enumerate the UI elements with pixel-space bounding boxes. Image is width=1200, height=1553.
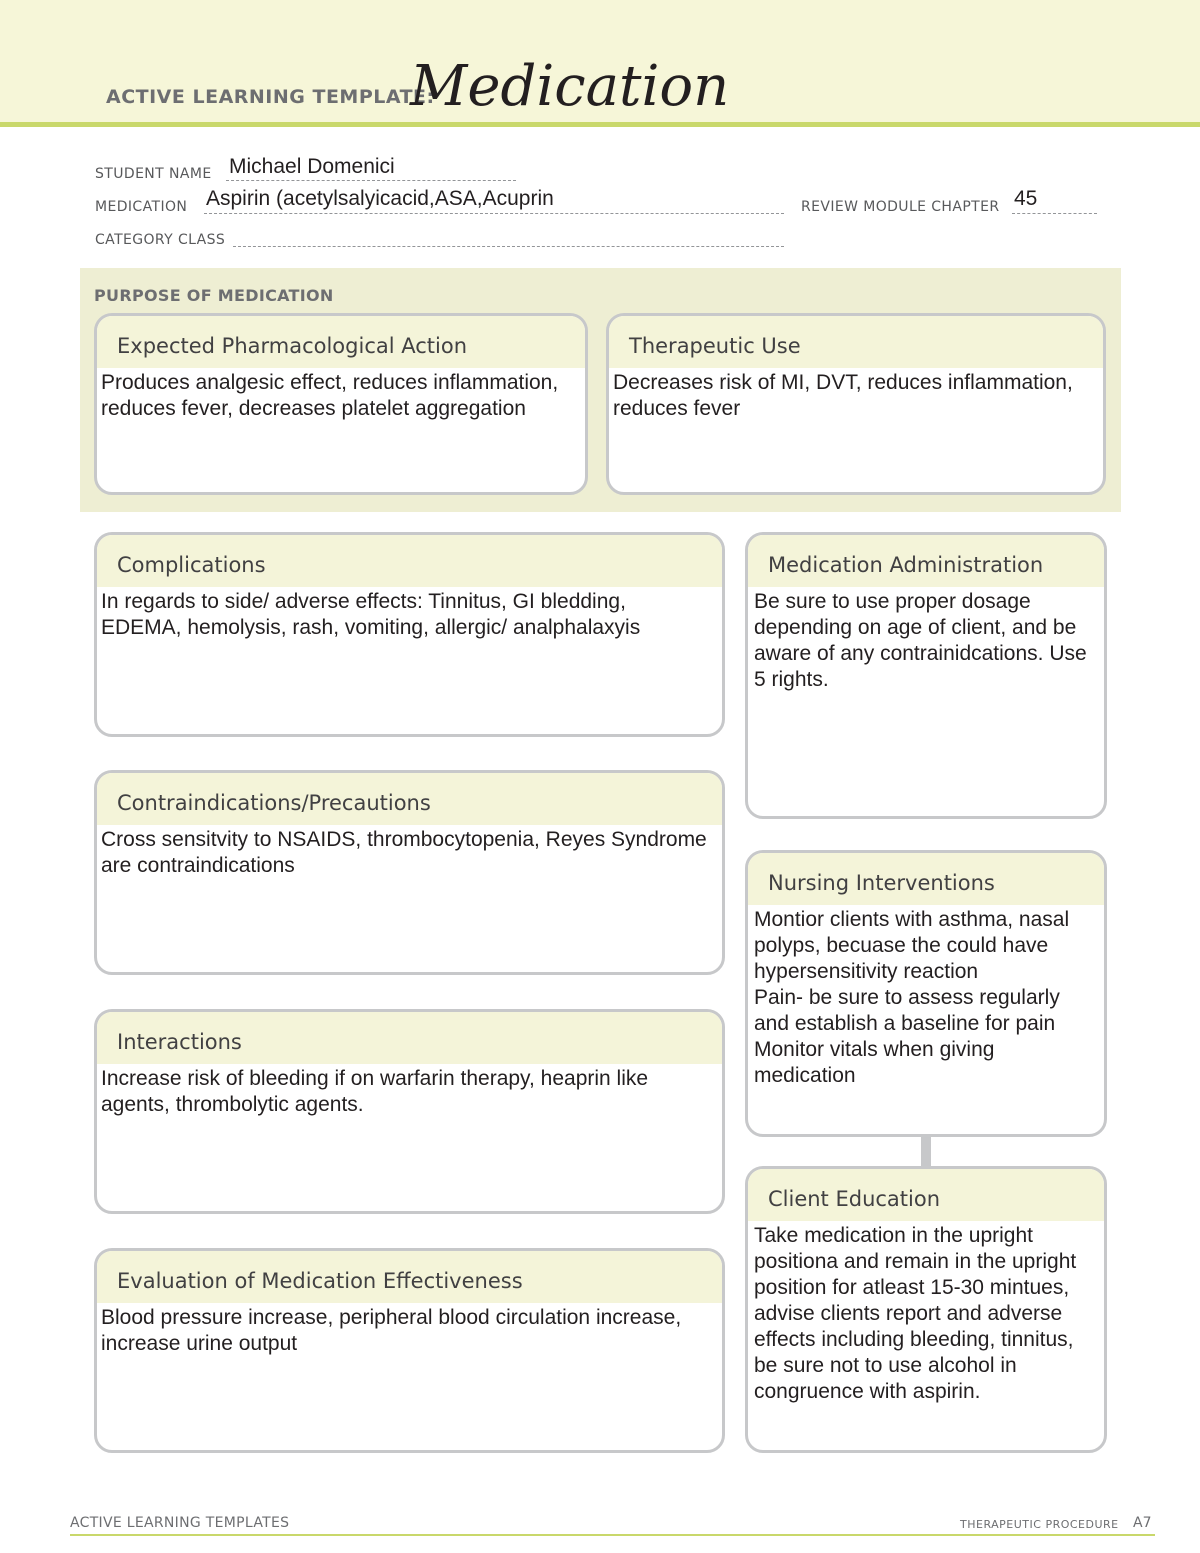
medication-label: MEDICATION — [95, 199, 188, 215]
nursing-interventions-box — [745, 850, 1107, 1137]
therapeutic-use-box — [606, 313, 1106, 495]
page-title: Medication — [410, 54, 730, 119]
interactions-text[interactable]: Increase risk of bleeding if on warfarin therapy, heaprin like agents, thrombolytic agents. — [101, 1067, 649, 1116]
medication-line — [204, 213, 784, 214]
complications-text[interactable]: In regards to side/ adverse effects: Tinnitus, GI bledding, EDEMA, hemolysis, rash, vomiting, allergic/ analphalaxyis — [101, 590, 641, 639]
review-module-line — [1012, 213, 1097, 214]
student-name-line — [226, 180, 516, 181]
client-education-text[interactable]: Take medication in the upright positiona and remain in the upright position for atleast 15-30 mintues, advise clients report and adverse effects including bleeding, tinnitus, be sure not to use alcohol in congruence with aspirin. — [754, 1224, 1077, 1403]
interactions-title: Interactions — [97, 1012, 722, 1064]
category-class-label: CATEGORY CLASS — [95, 232, 226, 248]
complications-title: Complications — [97, 535, 722, 587]
contraindications-title: Contraindications/Precautions — [97, 773, 722, 825]
nursing-interventions-text[interactable]: Montior clients with asthma, nasal polyps, becuase the could have hypersensitivity reaction Pain- be sure to assess regularly and establish a baseline for pain Monitor vitals when giving medication — [754, 908, 1070, 1087]
review-module-label: REVIEW MODULE CHAPTER — [801, 199, 1000, 215]
category-class-line — [233, 246, 784, 247]
therapeutic-use-title: Therapeutic Use — [609, 316, 1103, 368]
expected-action-text[interactable]: Produces analgesic effect, reduces inflammation, reduces fever, decreases platelet aggregation — [101, 371, 559, 420]
purpose-label: PURPOSE OF MEDICATION — [94, 286, 334, 305]
box-connector — [921, 1134, 931, 1167]
contraindications-text[interactable]: Cross sensitvity to NSAIDS, thrombocytopenia, Reyes Syndrome are contraindications — [101, 828, 707, 877]
page-number: A7 — [1133, 1515, 1152, 1531]
nursing-interventions-title: Nursing Interventions — [748, 853, 1104, 905]
medication-field[interactable]: Aspirin (acetylsalyicacid,ASA,Acuprin — [206, 187, 554, 210]
medication-administration-text[interactable]: Be sure to use proper dosage depending on age of client, and be aware of any contrainidcations. Use 5 rights. — [754, 590, 1087, 691]
template-label: ACTIVE LEARNING TEMPLATE: — [106, 86, 435, 108]
medication-administration-title: Medication Administration — [748, 535, 1104, 587]
footer-left-text: ACTIVE LEARNING TEMPLATES — [70, 1515, 290, 1531]
review-module-field[interactable]: 45 — [1014, 187, 1038, 210]
complications-box — [94, 532, 725, 737]
header-divider — [0, 122, 1200, 127]
expected-action-box — [94, 313, 588, 495]
footer-right-text: THERAPEUTIC PROCEDURE — [960, 1518, 1119, 1531]
evaluation-box — [94, 1248, 725, 1453]
client-education-box — [745, 1166, 1107, 1453]
evaluation-text[interactable]: Blood pressure increase, peripheral blood circulation increase, increase urine output — [101, 1306, 682, 1355]
evaluation-title: Evaluation of Medication Effectiveness — [97, 1251, 722, 1303]
expected-action-title: Expected Pharmacological Action — [97, 316, 585, 368]
student-name-label: STUDENT NAME — [95, 166, 212, 182]
medication-administration-box — [745, 532, 1107, 819]
contraindications-box — [94, 770, 725, 975]
footer-divider — [70, 1534, 1155, 1536]
therapeutic-use-text[interactable]: Decreases risk of MI, DVT, reduces inflammation, reduces fever — [613, 371, 1073, 420]
student-name-field[interactable]: Michael Domenici — [229, 155, 395, 178]
client-education-title: Client Education — [748, 1169, 1104, 1221]
interactions-box — [94, 1009, 725, 1214]
